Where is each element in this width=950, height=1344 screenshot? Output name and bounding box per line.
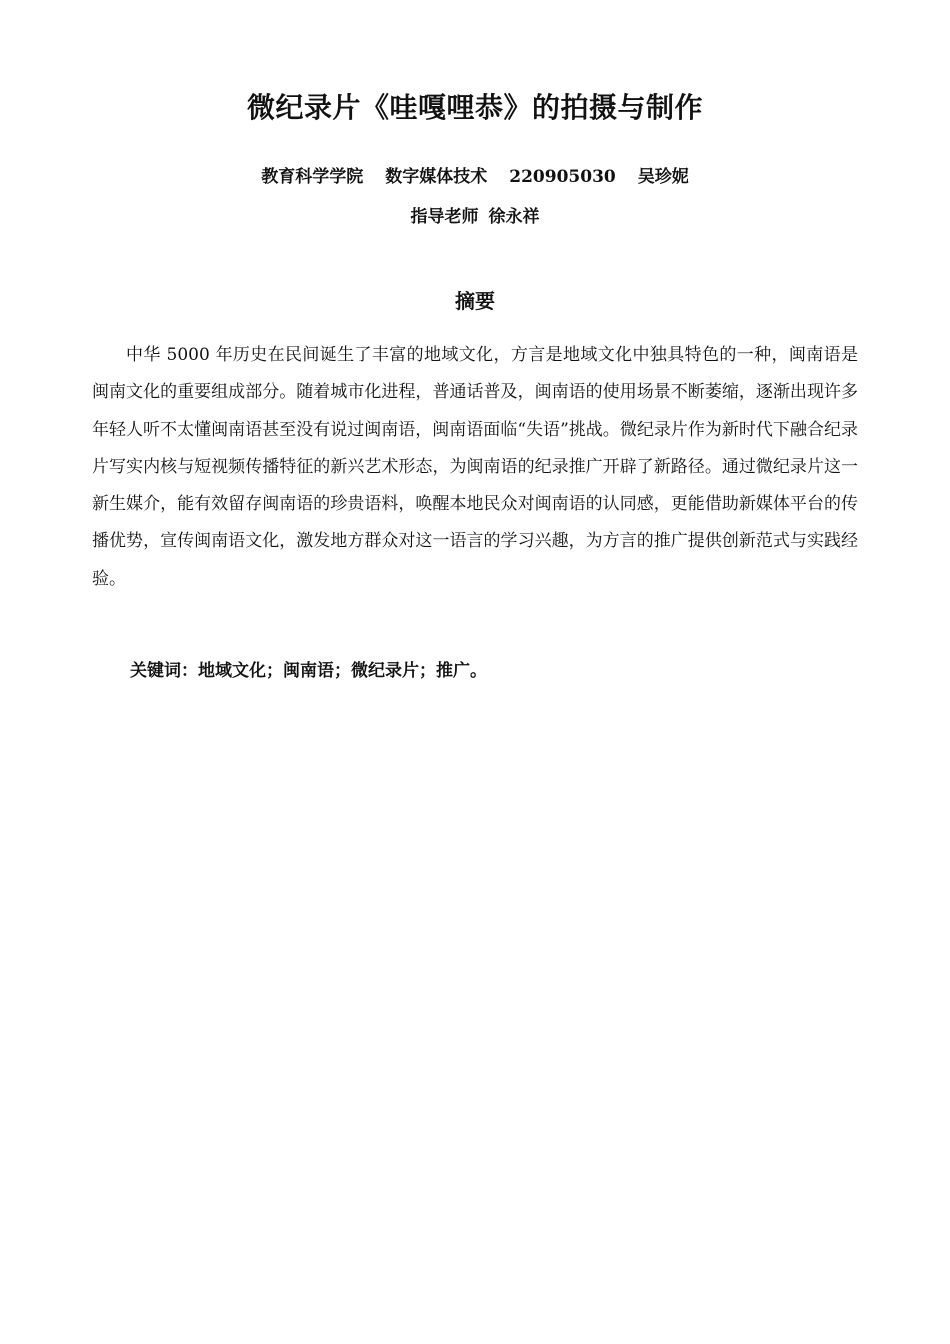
abstract-heading: 摘要 bbox=[455, 289, 495, 313]
abstract-body: 中华 5000 年历史在民间诞生了丰富的地域文化，方言是地域文化中独具特色的一种，闽南语是闽南文化的重要组成部分。随着城市化进程，普通话普及，闽南语的使用场景不断萎缩，逐渐出现许多年轻人听不太懂闽南语甚至没有说过闽南语，闽南语面临“失语”挑战。微纪录片作为新时代下融合纪录片写实内核与短视频传播特征的新兴艺术形态，为闽南语的纪录推广开辟了新路径。通过微纪录片这一新生媒介，能有效留存闽南语的珍贵语料，唤醒本地民众对闽南语的认同感，更能借助新媒体平台的传播优势，宣传闽南语文化，激发地方群众对这一语言的学习兴趣，为方言的推广提供创新范式与实践经验。 bbox=[92, 345, 858, 589]
student-id: 220905030 bbox=[509, 167, 616, 187]
college-name: 教育科学学院 bbox=[261, 167, 364, 187]
author-line bbox=[0, 164, 950, 190]
advisor-label: 指导老师 bbox=[410, 207, 479, 227]
student-name: 吴珍妮 bbox=[637, 167, 689, 187]
advisor-line bbox=[0, 204, 950, 230]
keywords-line: 关键词：地域文化；闽南语；微纪录片；推广。 bbox=[130, 661, 487, 681]
document-title: 微纪录片《哇嘎哩恭》的拍摄与制作 bbox=[246, 91, 703, 124]
major-name: 数字媒体技术 bbox=[385, 167, 488, 187]
advisor-name: 徐永祥 bbox=[488, 207, 540, 227]
